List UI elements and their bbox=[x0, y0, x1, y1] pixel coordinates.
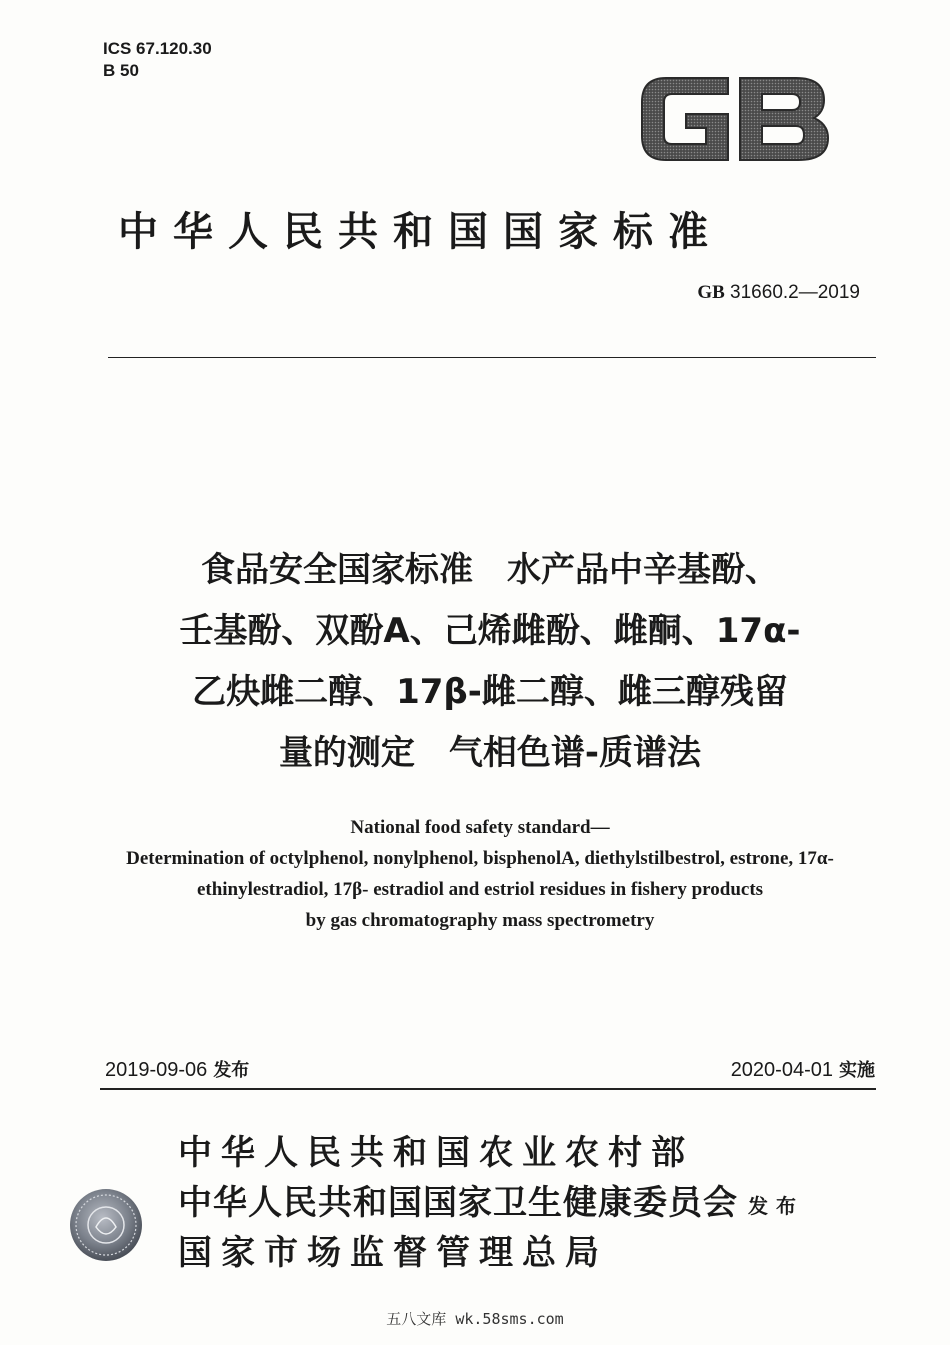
standard-code: 31660.2—2019 bbox=[730, 282, 860, 303]
issue-date bbox=[105, 1056, 249, 1082]
issuer-market-regulation: 国家市场监督管理总局 bbox=[178, 1233, 608, 1273]
issue-date-value: 2019-09-06 bbox=[105, 1059, 208, 1081]
english-title-line: by gas chromatography mass spectrometry bbox=[305, 910, 655, 931]
issue-date-label: 发布 bbox=[213, 1060, 250, 1081]
english-title-line: ethinylestradiol, 17β- estradiol and estriol residues in fishery products bbox=[196, 879, 764, 900]
implementation-date-label: 实施 bbox=[839, 1060, 875, 1081]
date-rule bbox=[100, 1088, 876, 1090]
implementation-date bbox=[600, 1056, 875, 1082]
classification-codes bbox=[103, 38, 212, 82]
issuing-authorities bbox=[178, 1128, 738, 1278]
chinese-title bbox=[100, 540, 880, 784]
issuer-ministry-agriculture: 中华人民共和国农业农村部 bbox=[178, 1133, 694, 1173]
chinese-title-line: 壬基酚、双酚A、己烯雌酚、雌酮、17α- bbox=[179, 611, 801, 651]
footer-watermark: 五八文库 wk.58sms.com bbox=[386, 1310, 564, 1328]
standard-category: 中华人民共和国国家标准 bbox=[118, 208, 723, 255]
ics-code: ICS 67.120.30 bbox=[103, 39, 212, 58]
seal-icon bbox=[68, 1187, 144, 1263]
chinese-title-line: 量的测定 气相色谱-质谱法 bbox=[278, 733, 702, 773]
english-title-line: National food safety standard— bbox=[350, 817, 610, 838]
chinese-title-line: 乙炔雌二醇、17β-雌二醇、雌三醇残留 bbox=[192, 672, 788, 712]
header-rule bbox=[108, 357, 876, 358]
english-title bbox=[40, 812, 920, 936]
english-title-line: Determination of octylphenol, nonylphenol, bisphenolA, diethylstilbestrol, estrone, 17α- bbox=[126, 848, 834, 869]
implementation-date-value: 2020-04-01 bbox=[730, 1059, 833, 1081]
chinese-title-line: 食品安全国家标准 水产品中辛基酚、 bbox=[201, 550, 779, 590]
issued-label: 发布 bbox=[748, 1194, 804, 1218]
issuer-health-commission: 中华人民共和国国家卫生健康委员会 bbox=[178, 1183, 738, 1223]
gb-logo bbox=[636, 70, 832, 168]
standard-number bbox=[660, 282, 860, 304]
ccs-code: B 50 bbox=[103, 61, 139, 80]
standard-prefix: GB bbox=[697, 282, 725, 303]
